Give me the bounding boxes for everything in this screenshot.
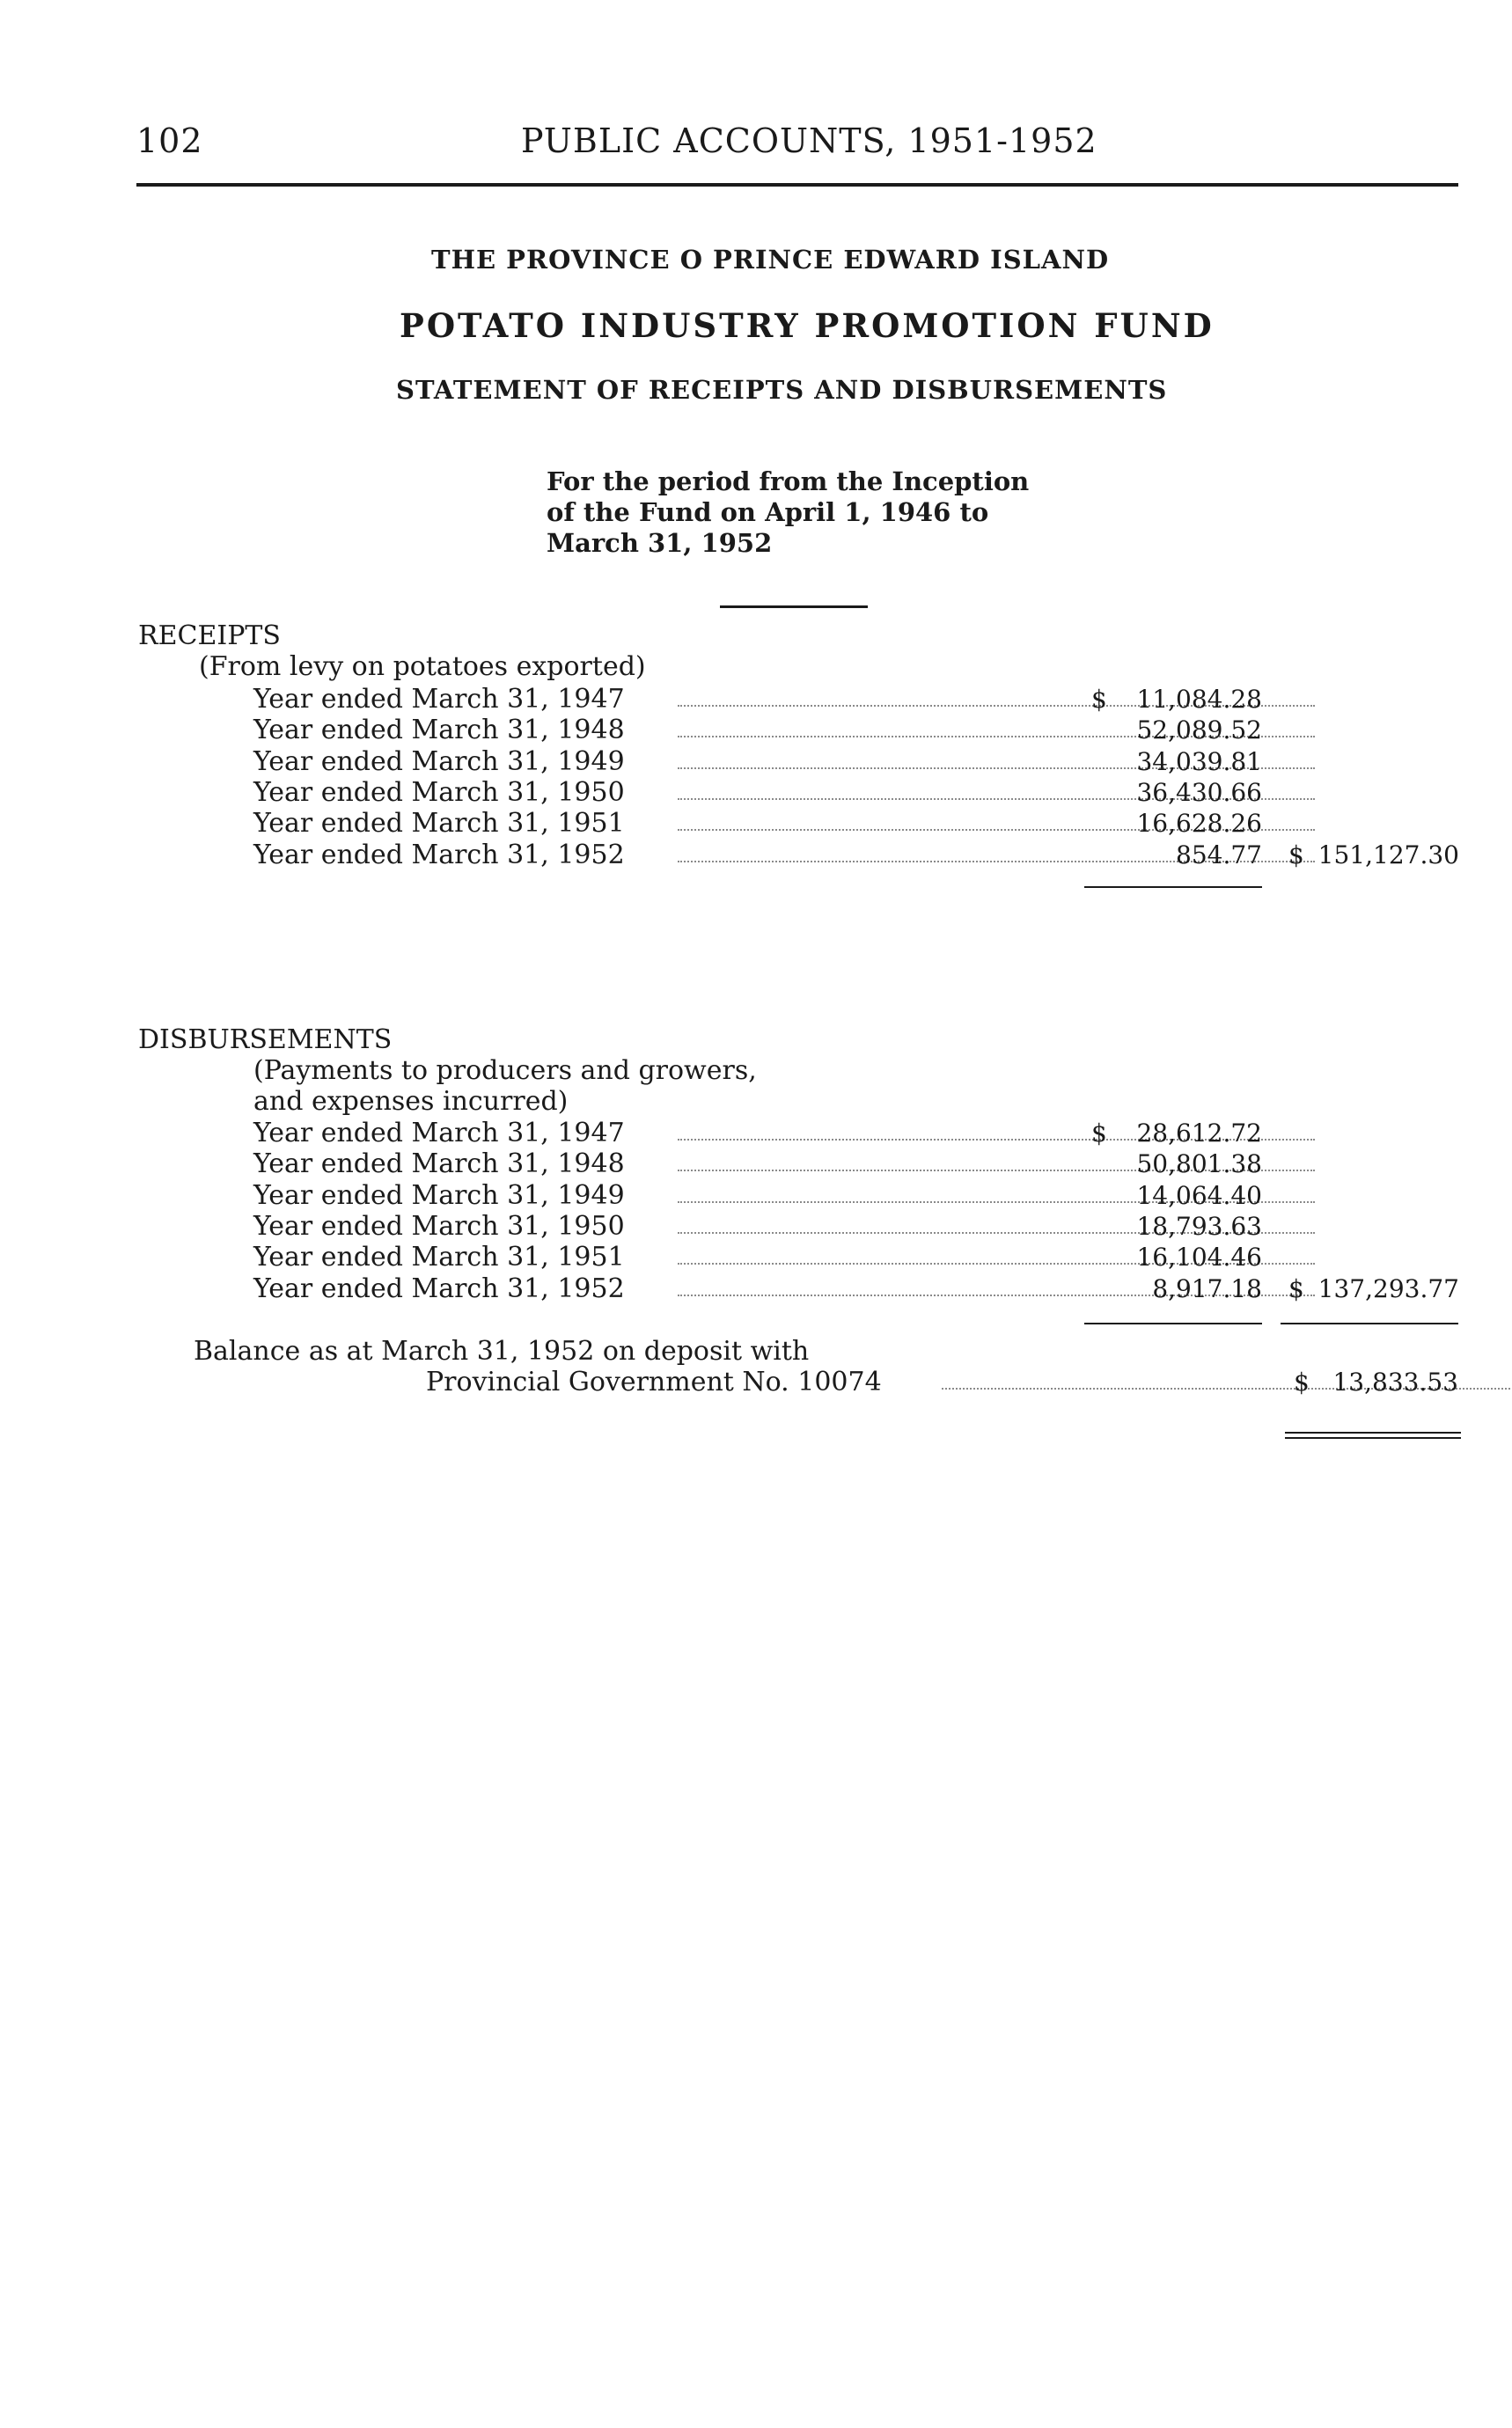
table-row: [253, 1180, 1461, 1211]
table-row: [253, 746, 1461, 777]
province-title: THE PROVINCE O PRINCE EDWARD ISLAND: [431, 245, 1110, 275]
row-label: Year ended March 31, 1952: [253, 839, 625, 870]
row-amount: 16,104.46: [1136, 1243, 1262, 1273]
receipts-note: (From levy on potatoes exported): [199, 651, 646, 682]
fund-title: POTATO INDUSTRY PROMOTION FUND: [400, 306, 1215, 345]
row-label: Year ended March 31, 1949: [253, 1179, 625, 1211]
section-total: 137,293.77: [1317, 1273, 1459, 1303]
balance-row: [426, 1367, 1460, 1397]
total-currency: $: [1288, 1273, 1304, 1303]
balance-rule-1: [1285, 1432, 1461, 1434]
row-amount: 34,039.81: [1136, 746, 1262, 776]
table-row: [253, 808, 1461, 839]
disbursements-heading: DISBURSEMENTS: [138, 1024, 393, 1055]
row-label: Year ended March 31, 1947: [253, 1118, 625, 1148]
row-label: Year ended March 31, 1949: [253, 745, 625, 777]
row-amount: 16,628.26: [1136, 809, 1262, 839]
row-label: Year ended March 31, 1950: [253, 776, 625, 808]
row-amount: 36,430.66: [1136, 777, 1262, 807]
row-amount: 14,064.40: [1136, 1180, 1262, 1210]
disbursements-note-line2: and expenses incurred): [253, 1086, 569, 1117]
period-line: For the period from the Inception: [547, 466, 1030, 496]
total-currency: $: [1288, 840, 1304, 869]
row-label: Year ended March 31, 1951: [253, 1242, 625, 1273]
row-amount: 11,084.28: [1136, 685, 1262, 714]
section-total: 151,127.30: [1317, 840, 1459, 869]
row-label: Year ended March 31, 1950: [253, 1210, 625, 1242]
table-row: [253, 1273, 1461, 1304]
disbursements-note-line1: (Payments to producers and growers,: [253, 1055, 757, 1086]
row-amount: 8,917.18: [1152, 1273, 1262, 1303]
header-rule: [136, 183, 1458, 187]
table-row: [253, 1242, 1461, 1273]
balance-currency: $: [1294, 1368, 1310, 1397]
page-number: 102: [136, 121, 203, 160]
balance-line2: Provincial Government No. 10074: [426, 1367, 882, 1397]
table-row: [253, 715, 1461, 745]
row-amount: 28,612.72: [1136, 1119, 1262, 1148]
receipts-subtotal-rule: [1084, 886, 1262, 888]
table-row: [253, 1211, 1461, 1242]
period-line: March 31, 1952: [547, 528, 773, 558]
row-label: Year ended March 31, 1948: [253, 715, 625, 746]
currency-symbol: $: [1091, 1119, 1107, 1148]
table-row: [253, 777, 1461, 808]
currency-symbol: $: [1091, 685, 1107, 714]
receipts-heading: RECEIPTS: [138, 620, 281, 651]
disbursements-subtotal-rule: [1084, 1323, 1262, 1324]
row-label: Year ended March 31, 1948: [253, 1148, 625, 1180]
row-label: Year ended March 31, 1947: [253, 684, 625, 715]
balance-rule-2: [1285, 1437, 1461, 1439]
row-amount: 52,089.52: [1136, 715, 1262, 745]
statement-title: STATEMENT OF RECEIPTS AND DISBURSEMENTS: [396, 375, 1168, 405]
period-line: of the Fund on April 1, 1946 to: [547, 497, 989, 527]
running-title: PUBLIC ACCOUNTS, 1951-1952: [521, 121, 1097, 160]
period-divider: [720, 605, 868, 608]
table-row: [253, 1148, 1461, 1179]
table-row: [253, 840, 1461, 870]
row-amount: 854.77: [1176, 840, 1262, 869]
table-row: [253, 1118, 1461, 1148]
table-row: [253, 684, 1461, 715]
row-label: Year ended March 31, 1952: [253, 1273, 625, 1304]
balance-amount: 13,833.53: [1332, 1368, 1458, 1397]
balance-line1: Balance as at March 31, 1952 on deposit with: [194, 1336, 810, 1367]
row-amount: 50,801.38: [1136, 1149, 1262, 1179]
period-block: [547, 466, 1057, 559]
disbursements-total-rule: [1281, 1323, 1458, 1324]
row-amount: 18,793.63: [1136, 1211, 1262, 1241]
row-label: Year ended March 31, 1951: [253, 808, 625, 840]
